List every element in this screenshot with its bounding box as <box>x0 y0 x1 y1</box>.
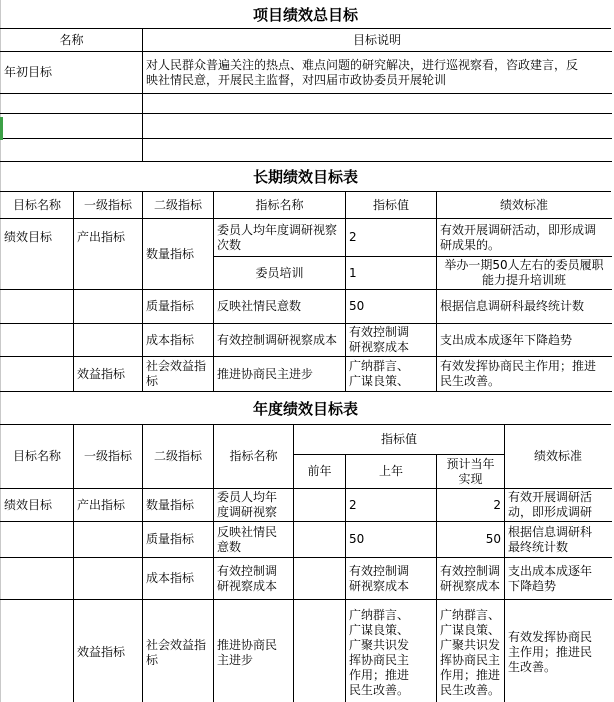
cell-level2-social-benefit[interactable]: 社会效益指标 <box>143 600 214 702</box>
empty-cell[interactable] <box>1 94 143 114</box>
header-level1[interactable]: 一级指标 <box>74 425 143 489</box>
cell-prev-year1[interactable]: 广纳群言、广谋良策、广聚共识发挥协商民主作用；推进民生改善。 <box>346 600 437 702</box>
cell-metric-research-visits[interactable]: 委员人均年度调研视察次数 <box>214 219 346 257</box>
cell-value[interactable]: 50 <box>346 290 437 324</box>
cell-standard[interactable]: 支出成本成逐年下降趋势 <box>437 324 612 357</box>
cell-goal-description[interactable]: 对人民群众普遍关注的热点、难点问题的研究解决，进行巡视察看，咨政建言，反映社情民意，开展民主监督，对四届市政协委员开展轮训 <box>143 52 612 94</box>
cell-prev-year1[interactable]: 50 <box>346 522 437 558</box>
header-goal-name[interactable]: 目标名称 <box>1 192 74 219</box>
empty-cell[interactable] <box>1 522 74 558</box>
selected-cell-indicator <box>0 117 3 140</box>
header-goal-name[interactable]: 目标名称 <box>1 425 74 489</box>
cell-level1-output[interactable]: 产出指标 <box>74 489 143 522</box>
annual-goal-table <box>0 424 612 702</box>
empty-cell[interactable] <box>74 324 143 357</box>
cell-expected[interactable]: 广纳群言、广谋良策、广聚共识发挥协商民主作用；推进民生改善。 <box>437 600 505 702</box>
cell-level2-quantity[interactable]: 数量指标 <box>143 219 214 290</box>
cell-standard[interactable]: 有效开展调研活动，即形成调研 <box>505 489 612 522</box>
empty-cell[interactable] <box>143 139 612 162</box>
cell-goal-name[interactable]: 绩效目标 <box>1 489 74 522</box>
title-annual-table[interactable]: 年度绩效目标表 <box>252 399 358 418</box>
cell-expected[interactable]: 50 <box>437 522 505 558</box>
header-standard[interactable]: 绩效标准 <box>437 192 612 219</box>
header-prev-year1[interactable]: 上年 <box>346 455 437 489</box>
cell-standard[interactable]: 有效发挥协商民主作用；推进民生改善。 <box>505 600 612 702</box>
overall-goal-table <box>0 28 612 162</box>
empty-cell[interactable] <box>1 324 74 357</box>
cell-value[interactable]: 1 <box>346 257 437 290</box>
empty-cell[interactable] <box>74 522 143 558</box>
longterm-goal-table <box>0 191 612 392</box>
cell-expected[interactable]: 有效控制调研视察成本 <box>437 558 505 600</box>
cell-prev-year2[interactable] <box>294 600 346 702</box>
header-metric-name[interactable]: 指标名称 <box>214 192 346 219</box>
cell-standard[interactable]: 举办一期50人左右的委员履职能力提升培训班 <box>437 257 612 290</box>
cell-standard[interactable]: 有效发挥协商民主作用；推进民生改善。 <box>437 357 612 392</box>
header-prev-year2[interactable]: 前年 <box>294 455 346 489</box>
cell-level2-quality[interactable]: 质量指标 <box>143 522 214 558</box>
title-overall-goal[interactable]: 项目绩效总目标 <box>252 5 358 24</box>
header-name[interactable]: 名称 <box>1 29 143 52</box>
cell-standard[interactable]: 根据信息调研科最终统计数 <box>505 522 612 558</box>
header-metric-name[interactable]: 指标名称 <box>214 425 294 489</box>
cell-standard[interactable]: 支出成本成逐年下降趋势 <box>505 558 612 600</box>
empty-cell[interactable] <box>143 114 612 139</box>
header-expected[interactable]: 预计当年实现 <box>437 455 505 489</box>
cell-metric-research-visits[interactable]: 委员人均年度调研视察 <box>214 489 294 522</box>
cell-prev-year2[interactable] <box>294 489 346 522</box>
header-level2[interactable]: 二级指标 <box>143 192 214 219</box>
cell-level2-cost[interactable]: 成本指标 <box>143 558 214 600</box>
empty-cell[interactable] <box>1 600 74 702</box>
header-level2[interactable]: 二级指标 <box>143 425 214 489</box>
empty-cell[interactable] <box>143 94 612 114</box>
cell-year-start-goal[interactable]: 年初目标 <box>1 52 143 94</box>
empty-cell[interactable] <box>1 139 143 162</box>
empty-cell[interactable] <box>74 558 143 600</box>
cell-standard[interactable]: 有效开展调研活动，即形成调研成果的。 <box>437 219 612 257</box>
cell-level1-output[interactable]: 产出指标 <box>74 219 143 290</box>
empty-cell-selected-row[interactable] <box>1 114 143 139</box>
header-standard[interactable]: 绩效标准 <box>505 425 612 489</box>
header-description[interactable]: 目标说明 <box>143 29 612 52</box>
empty-cell[interactable] <box>1 558 74 600</box>
cell-metric-cost-control[interactable]: 有效控制调研视察成本 <box>214 324 346 357</box>
cell-prev-year1[interactable]: 有效控制调研视察成本 <box>346 558 437 600</box>
cell-prev-year2[interactable] <box>294 558 346 600</box>
cell-level2-quantity[interactable]: 数量指标 <box>143 489 214 522</box>
empty-cell[interactable] <box>1 290 74 324</box>
cell-level1-benefit[interactable]: 效益指标 <box>74 600 143 702</box>
empty-cell[interactable] <box>74 290 143 324</box>
cell-prev-year2[interactable] <box>294 522 346 558</box>
header-level1[interactable]: 一级指标 <box>74 192 143 219</box>
cell-goal-name[interactable]: 绩效目标 <box>1 219 74 290</box>
cell-metric-democracy[interactable]: 推进协商民主进步 <box>214 600 294 702</box>
cell-level2-quality[interactable]: 质量指标 <box>143 290 214 324</box>
header-metric-value[interactable]: 指标值 <box>346 192 437 219</box>
header-metric-value[interactable]: 指标值 <box>294 425 505 455</box>
cell-value[interactable]: 有效控制调研视察成本 <box>346 324 437 357</box>
cell-metric-public-opinion[interactable]: 反映社情民意数 <box>214 522 294 558</box>
cell-expected[interactable]: 2 <box>437 489 505 522</box>
cell-metric-democracy[interactable]: 推进协商民主进步 <box>214 357 346 392</box>
cell-value[interactable]: 2 <box>346 219 437 257</box>
cell-value[interactable]: 广纳群言、广谋良策、 <box>346 357 437 392</box>
cell-level1-benefit[interactable]: 效益指标 <box>74 357 143 392</box>
cell-prev-year1[interactable]: 2 <box>346 489 437 522</box>
cell-metric-training[interactable]: 委员培训 <box>214 257 346 290</box>
cell-level2-cost[interactable]: 成本指标 <box>143 324 214 357</box>
cell-metric-cost-control[interactable]: 有效控制调研视察成本 <box>214 558 294 600</box>
cell-level2-social-benefit[interactable]: 社会效益指标 <box>143 357 214 392</box>
empty-cell[interactable] <box>1 357 74 392</box>
title-longterm-table[interactable]: 长期绩效目标表 <box>252 168 358 186</box>
cell-metric-public-opinion[interactable]: 反映社情民意数 <box>214 290 346 324</box>
cell-standard[interactable]: 根据信息调研科最终统计数 <box>437 290 612 324</box>
